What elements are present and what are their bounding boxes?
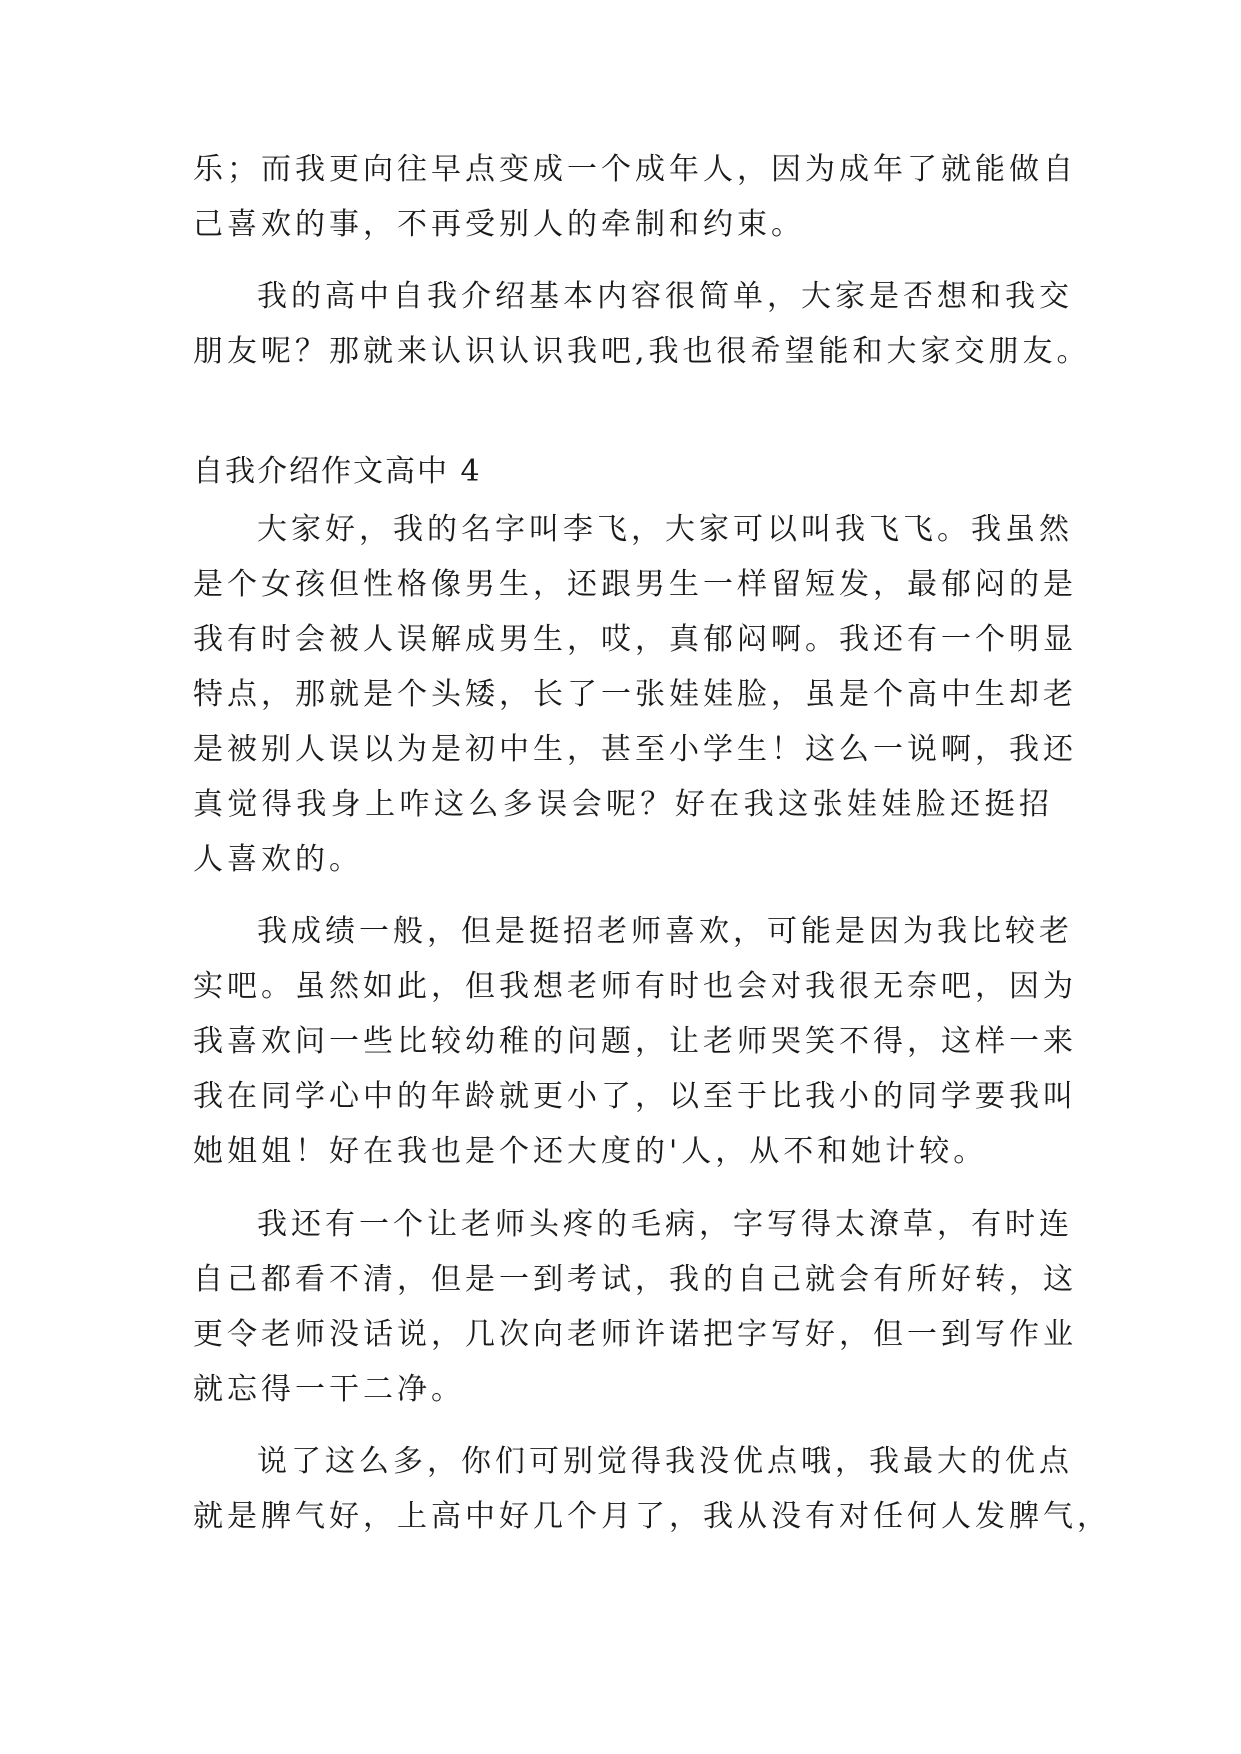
paragraph-line: 真觉得我身上咋这么多误会呢？好在我这张娃娃脸还挺招 — [193, 787, 1053, 822]
paragraph-line: 己喜欢的事，不再受别人的牵制和约束。 — [193, 207, 805, 242]
paragraph-line: 自己都看不清，但是一到考试，我的自己就会有所好转，这 — [193, 1262, 1077, 1297]
paragraph-line: 实吧。虽然如此，但我想老师有时也会对我很无奈吧，因为 — [193, 969, 1077, 1004]
paragraph-line: 我的高中自我介绍基本内容很简单，大家是否想和我交 — [257, 279, 1073, 314]
paragraph-line: 人喜欢的。 — [193, 842, 363, 877]
paragraph-line: 是个女孩但性格像男生，还跟男生一样留短发，最郁闷的是 — [193, 567, 1077, 602]
paragraph-line: 特点，那就是个头矮，长了一张娃娃脸，虽是个高中生却老 — [193, 677, 1077, 712]
paragraph-line: 乐；而我更向往早点变成一个成年人，因为成年了就能做自 — [193, 152, 1077, 187]
paragraph-line: 我还有一个让老师头疼的毛病，字写得太潦草，有时连 — [257, 1207, 1073, 1242]
paragraph-line: 我成绩一般，但是挺招老师喜欢，可能是因为我比较老 — [257, 914, 1073, 949]
section-heading: 自我介绍作文高中 4 — [193, 454, 482, 489]
paragraph-line: 大家好，我的名字叫李飞，大家可以叫我飞飞。我虽然 — [257, 512, 1073, 547]
paragraph-line: 我在同学心中的年龄就更小了，以至于比我小的同学要我叫 — [193, 1079, 1077, 1114]
paragraph-line: 我有时会被人误解成男生，哎，真郁闷啊。我还有一个明显 — [193, 622, 1077, 657]
paragraph-line: 更令老师没话说，几次向老师许诺把字写好，但一到写作业 — [193, 1317, 1077, 1352]
paragraph-line: 朋友呢？那就来认识认识我吧,我也很希望能和大家交朋友。 — [193, 334, 1091, 369]
paragraph-line: 就忘得一干二净。 — [193, 1372, 465, 1407]
paragraph-line: 她姐姐！好在我也是个还大度的'人，从不和她计较。 — [193, 1134, 988, 1169]
paragraph-line: 就是脾气好，上高中好几个月了，我从没有对任何人发脾气， — [193, 1499, 1111, 1534]
paragraph-line: 我喜欢问一些比较幼稚的问题，让老师哭笑不得，这样一来 — [193, 1024, 1077, 1059]
paragraph-line: 是被别人误以为是初中生，甚至小学生！这么一说啊，我还 — [193, 732, 1077, 767]
paragraph-line: 说了这么多，你们可别觉得我没优点哦，我最大的优点 — [257, 1444, 1073, 1479]
